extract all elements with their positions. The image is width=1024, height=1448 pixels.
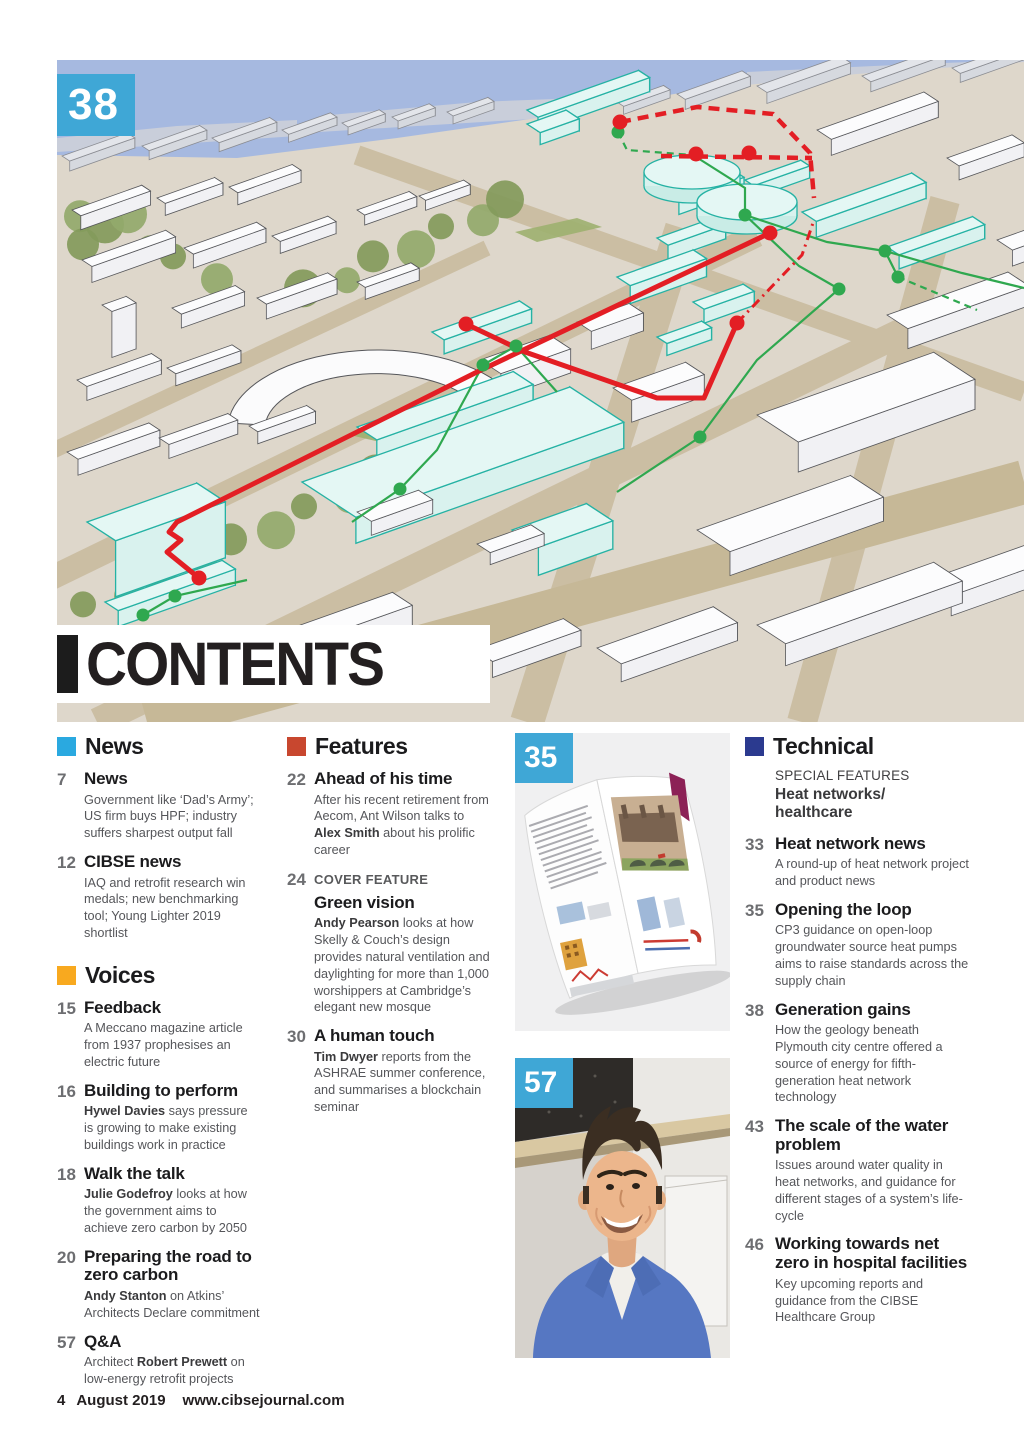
footer-website: www.cibsejournal.com	[182, 1392, 345, 1409]
contents-heading-band	[0, 625, 490, 703]
toc-entry	[287, 870, 492, 1016]
entry-description: Tim Dwyer reports from the ASHRAE summer conference, and summarises a blockchain seminar	[314, 1049, 486, 1115]
section-title-features: Features	[315, 733, 408, 759]
entry-title: Green vision	[314, 892, 415, 912]
toc-entry	[57, 1333, 260, 1388]
map-page-ref: 38	[68, 80, 119, 129]
entry-page-number: 24	[287, 869, 306, 889]
entry-page-number: 7	[57, 770, 67, 789]
entry-page-number: 35	[745, 900, 764, 920]
entry-body	[84, 1248, 260, 1322]
toc-entry	[57, 770, 260, 842]
entry-body	[84, 1333, 260, 1388]
image-page-ref-tile-57	[515, 1058, 573, 1108]
entry-title: Heat network news	[775, 833, 926, 853]
page-footer	[57, 1392, 345, 1409]
entry-body	[314, 870, 492, 1016]
city-map-svg	[57, 60, 1024, 722]
toc-entry	[57, 1248, 260, 1322]
entry-page-number: 16	[57, 1081, 76, 1101]
entry-body	[775, 901, 969, 990]
entry-description: A Meccano magazine article from 1937 prophesises an electric future	[84, 1021, 243, 1069]
city-map-illustration	[57, 60, 1024, 722]
entry-body	[775, 1235, 969, 1326]
section-voices	[57, 962, 260, 1388]
entry-body	[84, 770, 260, 842]
entry-page-number: 22	[287, 770, 306, 789]
entry-title: CIBSE news	[84, 851, 182, 871]
toc-column-technical	[745, 733, 969, 1346]
entry-page-number: 57	[57, 1332, 76, 1352]
entry-body	[775, 1117, 969, 1224]
entry-page-number: 33	[745, 834, 764, 854]
entry-description: Julie Godefroy looks at how the government aims to achieve zero carbon by 2050	[84, 1187, 247, 1235]
section-header-features	[287, 733, 492, 760]
entry-title: Opening the loop	[775, 899, 912, 919]
entry-title: A human touch	[314, 1026, 435, 1046]
toc-column-features	[287, 733, 492, 1136]
entry-body	[314, 770, 492, 859]
page-title: CONTENTS	[86, 630, 384, 698]
entry-body	[314, 1027, 492, 1116]
entry-page-number: 12	[57, 852, 76, 872]
toc-entry	[745, 835, 969, 890]
entry-body	[775, 1001, 969, 1107]
entry-title: Walk the talk	[84, 1163, 185, 1183]
toc-column-left	[57, 733, 260, 1408]
toc-entry	[57, 853, 260, 942]
entry-description: IAQ and retrofit research win medals; new benchmarking tool; Young Lighter 2019 shortlist	[84, 875, 246, 940]
entry-body	[84, 999, 260, 1071]
magazine-spread-photo	[515, 733, 730, 1045]
section-header-news	[57, 733, 260, 760]
entry-page-number: 46	[745, 1235, 764, 1255]
toc-entry	[57, 1082, 260, 1154]
section-title-news: News	[85, 733, 144, 759]
entry-description: Government like ‘Dad’s Army’; US firm buys HPF; industry suffers sharpest output fall	[84, 792, 254, 841]
entry-title: Building to perform	[84, 1080, 238, 1100]
toc-entry	[745, 901, 969, 990]
toc-entry	[745, 1001, 969, 1107]
section-bullet-technical	[745, 737, 764, 756]
entry-title: Generation gains	[775, 999, 911, 1019]
entry-title: News	[84, 769, 128, 788]
entry-title: Ahead of his time	[314, 769, 453, 788]
toc-entry	[57, 999, 260, 1071]
entry-description: Issues around water quality in heat networks, and guidance for different stages of a system’s life-cycle	[775, 1158, 963, 1223]
special-features-block	[775, 768, 969, 823]
entry-description: A round-up of heat network project and product news	[775, 857, 969, 889]
entry-body	[775, 835, 969, 890]
image-page-ref-35: 35	[524, 741, 558, 774]
section-bullet-features	[287, 737, 306, 756]
image-page-ref-57: 57	[524, 1066, 558, 1099]
section-features	[287, 733, 492, 1116]
entry-title: Preparing the road to zero carbon	[84, 1246, 252, 1285]
entry-description: After his recent retirement from Aecom, Ant Wilson talks to Alex Smith about his prolific career	[314, 792, 489, 857]
toc-entry	[745, 1117, 969, 1224]
section-news	[57, 733, 260, 942]
entry-description: Key upcoming reports and guidance from the CIBSE Healthcare Group	[775, 1276, 924, 1325]
toc-entry	[57, 1165, 260, 1237]
section-bullet-news	[57, 737, 76, 756]
entry-page-number: 38	[745, 1000, 764, 1020]
toc-entry	[745, 1235, 969, 1326]
image-page-ref-tile-35	[515, 733, 573, 783]
entry-description: CP3 guidance on open-loop groundwater source heat pumps aims to raise standards across the supply chain	[775, 923, 969, 988]
entry-kicker: COVER FEATURE	[314, 871, 429, 887]
portrait-photo	[515, 1058, 730, 1358]
entry-page-number: 43	[745, 1117, 764, 1137]
entry-body	[84, 1165, 260, 1237]
heading-bar	[57, 635, 78, 693]
entry-body	[84, 853, 260, 942]
entry-description: Andy Stanton on Atkins’ Architects Declare commitment	[84, 1289, 260, 1320]
section-title-voices: Voices	[85, 961, 156, 988]
special-features-kicker: SPECIAL FEATURES	[775, 768, 910, 783]
entry-page-number: 30	[287, 1027, 306, 1047]
toc-column-images	[515, 733, 730, 1358]
footer-issue-date: August 2019	[76, 1392, 166, 1409]
special-features-line: healthcare	[775, 804, 853, 822]
entry-description: How the geology beneath Plymouth city centre offered a source of energy for fifth-generation heat network technology	[775, 1023, 943, 1105]
entry-title: Working towards net zero in hospital facilities	[775, 1234, 968, 1273]
entry-page-number: 20	[57, 1247, 76, 1267]
footer-page-number: 4	[57, 1392, 66, 1409]
entry-title: The scale of the water problem	[775, 1116, 949, 1154]
entry-description: Architect Robert Prewett on low-energy retrofit projects	[84, 1355, 245, 1387]
toc-entry	[287, 770, 492, 859]
section-header-technical	[745, 733, 969, 760]
entry-description: Hywel Davies says pressure is growing to make existing buildings work in practice	[84, 1104, 248, 1152]
entry-page-number: 18	[57, 1164, 76, 1184]
map-page-ref-tile	[57, 74, 135, 136]
entry-description: Andy Pearson looks at how Skelly & Couch’s design provides natural ventilation and daylighting for more than 1,000 worshippers at Cambridge’s elegant new mosque	[314, 916, 490, 1015]
section-technical	[745, 733, 969, 1326]
section-title-technical: Technical	[773, 733, 874, 759]
section-header-voices	[57, 962, 260, 989]
section-bullet-voices	[57, 966, 76, 985]
entry-title: Q&A	[84, 1331, 122, 1351]
toc-entry	[287, 1027, 492, 1116]
special-features-line: Heat networks/	[775, 786, 886, 803]
entry-page-number: 15	[57, 998, 76, 1018]
entry-title: Feedback	[84, 997, 161, 1017]
entry-body	[84, 1082, 260, 1154]
